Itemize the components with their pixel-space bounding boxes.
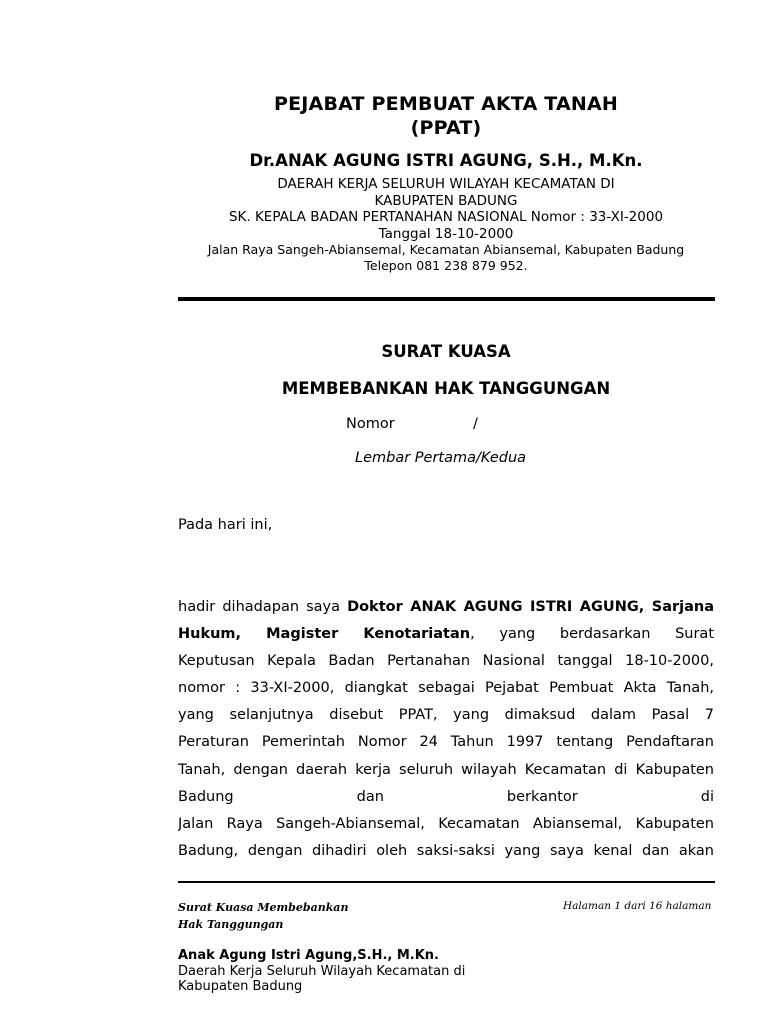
body-line-7: Tanah, dengan daerah kerja seluruh wilayah Kecamatan di Kabupaten <box>178 761 714 778</box>
footer-title-line1: Surat Kuasa Membebankan <box>178 901 349 914</box>
office-address: Jalan Raya Sangeh-Abiansemal, Kecamatan Abiansemal, Kabupaten Badung <box>207 242 685 257</box>
body-line-3: Keputusan Kepala Badan Pertanahan Nasional tanggal 18-10-2000, <box>178 653 714 670</box>
body-line-6: Peraturan Pemerintah Nomor 24 Tahun 1997 tentang Pendaftaran <box>178 734 714 751</box>
official-name: Dr.ANAK AGUNG ISTRI AGUNG, S.H., M.Kn. <box>249 151 643 170</box>
decree-date: Tanggal 18-10-2000 <box>378 225 514 242</box>
body-line-1: hadir dihadapan saya Doktor ANAK AGUNG ISTRI AGUNG, Sarjana <box>178 599 714 615</box>
nomor-slash: / <box>473 416 478 432</box>
work-area-line1: DAERAH KERJA SELURUH WILAYAH KECAMATAN DI <box>277 176 615 192</box>
office-phone: Telepon 081 238 879 952. <box>364 258 528 273</box>
sheet-label: Lembar Pertama/Kedua <box>355 450 527 466</box>
document-title: SURAT KUASA <box>381 342 511 361</box>
body-line-5: yang selanjutnya disebut PPAT, yang dimaksud dalam Pasal 7 <box>178 707 714 724</box>
letterhead <box>178 92 714 274</box>
office-title: PEJABAT PEMBUAT AKTA TANAH <box>273 93 619 115</box>
page-number: Halaman 1 dari 16 halaman <box>563 900 712 912</box>
greeting: Pada hari ini, <box>178 517 273 533</box>
body-line-10: Badung, dengan dihadiri oleh saksi-saksi yang saya kenal dan akan <box>178 842 714 859</box>
decree-line: SK. KEPALA BADAN PERTANAHAN NASIONAL Nomor : 33-XI-2000 <box>228 209 664 225</box>
footer-official-name: Anak Agung Istri Agung,S.H., M.Kn. <box>178 948 439 963</box>
footer-area-line1: Daerah Kerja Seluruh Wilayah Kecamatan di <box>178 964 466 979</box>
nomor-label: Nomor <box>346 416 395 432</box>
work-area-line2: KABUPATEN BADUNG <box>374 192 518 209</box>
footer-document-title <box>178 899 348 933</box>
office-abbreviation: (PPAT) <box>410 117 482 139</box>
footer-signature-block <box>178 948 465 994</box>
footer-divider <box>178 881 715 883</box>
body-line-8: Badung dan berkantor di <box>178 788 714 805</box>
body-line-4: nomor : 33-XI-2000, diangkat sebagai Pejabat Pembuat Akta Tanah, <box>178 680 714 697</box>
header-divider <box>178 297 715 301</box>
body-line-2: Hukum, Magister Kenotariatan, yang berdasarkan Surat <box>178 626 714 643</box>
body-paragraph <box>178 594 714 865</box>
document-subtitle: MEMBEBANKAN HAK TANGGUNGAN <box>281 379 611 398</box>
footer-area-line2: Kabupaten Badung <box>178 979 303 994</box>
footer-title-line2: Hak Tanggungan <box>178 918 284 931</box>
body-line-9: Jalan Raya Sangeh-Abiansemal, Kecamatan Abiansemal, Kabupaten <box>178 815 714 832</box>
